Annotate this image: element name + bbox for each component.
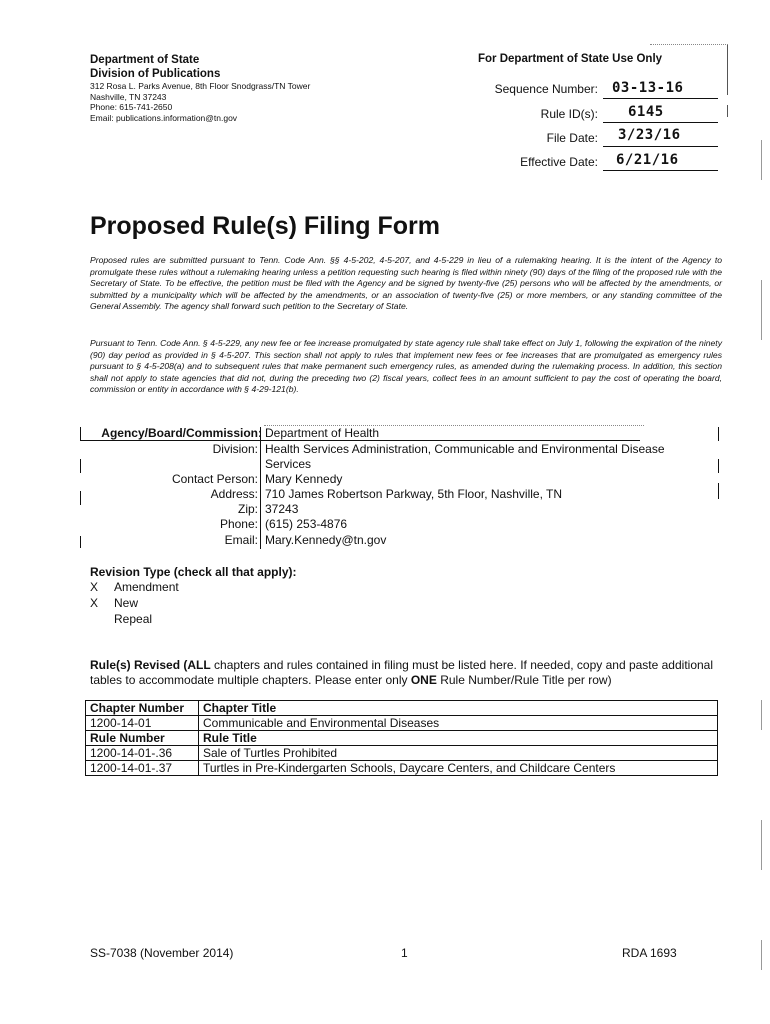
sequence-label: Sequence Number: bbox=[494, 82, 598, 96]
sender-city: Nashville, TN 37243 bbox=[90, 91, 167, 102]
division-value: Health Services Administration, Communicable and Environmental Disease Services bbox=[265, 442, 665, 471]
email-label: Email: bbox=[224, 533, 258, 547]
scan-top-mark bbox=[650, 44, 728, 45]
sender-address: 312 Rosa L. Parks Avenue, 8th Floor Snodgrass/TN Tower bbox=[90, 81, 311, 91]
revision-mark: X bbox=[90, 580, 99, 594]
page-title: Proposed Rule(s) Filing Form bbox=[90, 212, 441, 240]
agency-left-border bbox=[80, 536, 81, 548]
sender-phone: Phone: 615-741-2650 bbox=[90, 102, 173, 112]
contact-value: Mary Kennedy bbox=[265, 472, 343, 486]
rules-revised-tail: Rule Number/Rule Title per row) bbox=[436, 673, 612, 687]
division-label: Division: bbox=[212, 442, 258, 456]
rules-revised-heading bbox=[90, 658, 720, 688]
form-number: SS-7038 (November 2014) bbox=[90, 946, 234, 960]
revision-item-new bbox=[90, 596, 138, 610]
file-date-label: File Date: bbox=[546, 131, 598, 145]
chapter-number: 1200-14-01 bbox=[86, 716, 199, 731]
agency-right-border bbox=[718, 459, 719, 473]
rule-title: Sale of Turtles Prohibited bbox=[199, 746, 718, 761]
zip-value: 37243 bbox=[265, 502, 299, 516]
agency-right-border bbox=[718, 483, 719, 499]
revision-mark: X bbox=[90, 596, 99, 610]
effective-date-value: 6/21/16 bbox=[616, 152, 679, 168]
table-row bbox=[86, 761, 718, 776]
rules-revised-text: chapters and rules contained in filing must be listed here. If needed, copy and paste additional tables to accommodate multiple chapters. Please enter only bbox=[90, 658, 714, 687]
table-row bbox=[86, 701, 718, 716]
file-date-value: 3/23/16 bbox=[618, 127, 681, 143]
revision-label: Repeal bbox=[114, 612, 153, 626]
table-row bbox=[86, 716, 718, 731]
agency-left-border bbox=[80, 427, 81, 441]
agency-divider bbox=[260, 427, 261, 549]
rule-id-value: 6145 bbox=[628, 104, 664, 120]
rules-revised-one: ONE bbox=[410, 673, 437, 687]
phone-value: (615) 253-4876 bbox=[265, 517, 348, 531]
revision-label: Amendment bbox=[114, 580, 179, 594]
agency-right-border bbox=[718, 427, 719, 441]
contact-label: Contact Person: bbox=[171, 472, 258, 486]
sequence-value: 03-13-16 bbox=[612, 80, 684, 96]
revision-heading: Revision Type (check all that apply): bbox=[90, 565, 297, 579]
agency-label: Agency/Board/Commission: bbox=[101, 426, 262, 440]
table-row bbox=[86, 746, 718, 761]
office-use-title: For Department of State Use Only bbox=[478, 53, 663, 65]
rules-table bbox=[85, 700, 718, 776]
fee-paragraph: Pursuant to Tenn. Code Ann. § 4-5-229, any new fee or fee increase promulgated by state agency rule shall take effect on July 1, following the expiration of the ninety (90) day period as provided in § 4-5-207. This section shall not apply to rules that implement new fees or fee increases that are promulgated as emergency rules pursuant to § 4-5-208(a) and to subsequent rules that make permanent such emergency rules, as amended during the rulemaking process. In addition, this section shall not apply to state agencies that did not, during the preceding two (2) fiscal years, collect fees in an amount sufficient to pay the cost of operating the board, commission or entity in accordance with § 4-29-121(b). bbox=[90, 338, 722, 394]
revision-label: New bbox=[114, 596, 139, 610]
chapter-title: Communicable and Environmental Diseases bbox=[199, 716, 718, 731]
revision-item-repeal bbox=[90, 612, 152, 626]
agency-left-border bbox=[80, 491, 81, 505]
rule-number-header: Rule Number bbox=[86, 731, 199, 746]
table-row bbox=[86, 731, 718, 746]
rule-number: 1200-14-01-.36 bbox=[86, 746, 199, 761]
revision-item-amendment bbox=[90, 580, 179, 594]
page-number: 1 bbox=[401, 946, 408, 960]
scan-margin-mark bbox=[727, 105, 728, 117]
address-value: 710 James Robertson Parkway, 5th Floor, Nashville, TN bbox=[265, 487, 563, 501]
zip-label: Zip: bbox=[237, 502, 258, 516]
rule-title-header: Rule Title bbox=[199, 731, 718, 746]
division-name: Division of Publications bbox=[90, 68, 221, 80]
phone-label: Phone: bbox=[219, 517, 258, 531]
scan-margin-mark bbox=[761, 140, 762, 180]
scan-margin-mark bbox=[761, 700, 762, 730]
scan-margin-mark bbox=[761, 940, 762, 970]
sender-block bbox=[90, 53, 420, 123]
rules-revised-bold: Rule(s) Revised (ALL bbox=[90, 658, 211, 672]
rule-number: 1200-14-01-.37 bbox=[86, 761, 199, 776]
address-label: Address: bbox=[210, 487, 258, 501]
agency-value: Department of Health bbox=[265, 426, 380, 440]
scan-margin-mark bbox=[761, 280, 762, 340]
dept-name: Department of State bbox=[90, 54, 200, 66]
sender-email: Email: publications.information@tn.gov bbox=[90, 112, 238, 123]
scan-margin-mark bbox=[761, 820, 762, 870]
intro-paragraph: Proposed rules are submitted pursuant to Tenn. Code Ann. §§ 4-5-202, 4-5-207, and 4-5-229 in lieu of a rulemaking hearing. It is the intent of the Agency to promulgate these rules without a rulemaking hearing unless a petition requesting such hearing is filed within ninety (90) days of the filing of the proposed rule with the Secretary of State. To be effective, the petition must be filed with the Agency and be signed by twenty-five (25) persons who will be affected by the amendments, or submitted by a municipality which will be affected by the amendments, or an association of twenty-five (25) or more members, or any standing committee of the General Assembly. The agency shall forward such petition to the Secretary of State. bbox=[90, 255, 722, 311]
effective-date-label: Effective Date: bbox=[520, 155, 598, 169]
scan-margin-mark bbox=[727, 45, 728, 95]
agency-table bbox=[80, 423, 720, 553]
chapter-title-header: Chapter Title bbox=[199, 701, 718, 716]
rule-title: Turtles in Pre-Kindergarten Schools, Daycare Centers, and Childcare Centers bbox=[199, 761, 718, 776]
email-value: Mary.Kennedy@tn.gov bbox=[265, 533, 387, 547]
agency-left-border bbox=[80, 459, 81, 473]
chapter-number-header: Chapter Number bbox=[86, 701, 199, 716]
rule-id-label: Rule ID(s): bbox=[540, 107, 598, 121]
rda-number: RDA 1693 bbox=[622, 946, 677, 960]
